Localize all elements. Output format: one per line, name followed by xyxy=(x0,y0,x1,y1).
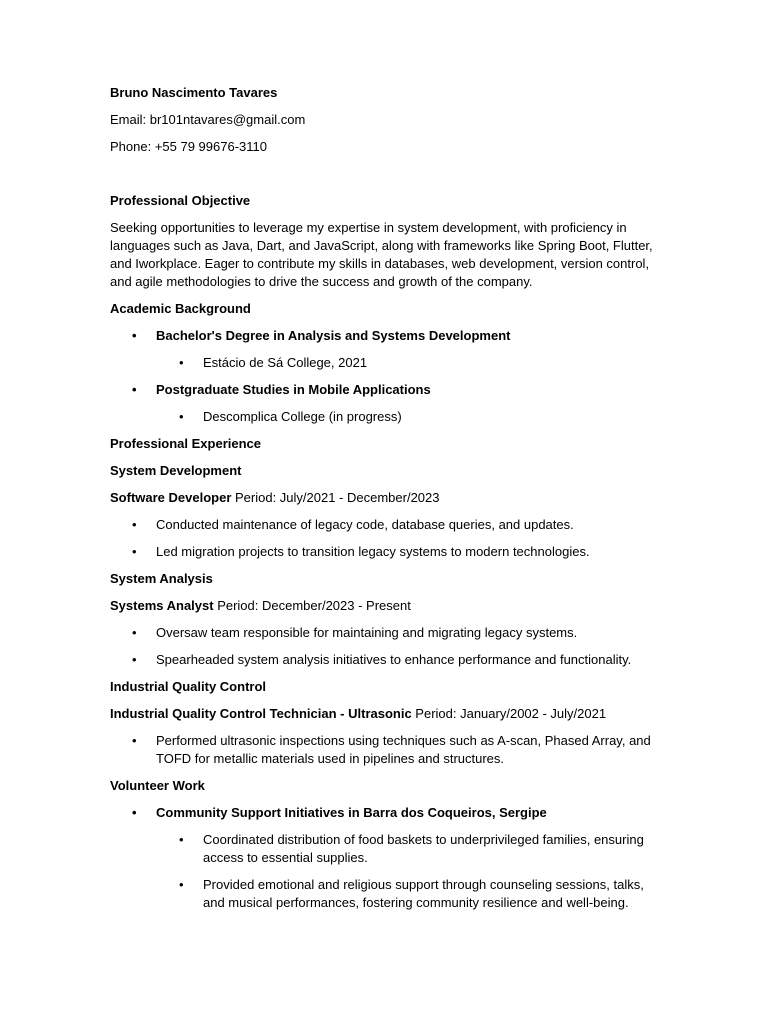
experience-heading: Professional Experience xyxy=(110,436,262,451)
degree-item xyxy=(110,381,658,399)
degree-title: Postgraduate Studies in Mobile Applications xyxy=(156,382,431,397)
bullet-icon: • xyxy=(132,328,137,343)
bullet-icon: • xyxy=(132,382,137,397)
degree-detail-item xyxy=(110,408,658,426)
bullet-icon: • xyxy=(132,805,137,820)
degree-detail-item xyxy=(110,354,658,372)
role-title: Systems Analyst xyxy=(110,598,214,613)
academic-heading: Academic Background xyxy=(110,301,251,316)
volunteer-title: Community Support Initiatives in Barra dos Coqueiros, Sergipe xyxy=(156,805,547,820)
duty-text: Performed ultrasonic inspections using techniques such as A-scan, Phased Array, and TOFD for metallic materials used in pipelines and structures. xyxy=(156,733,651,766)
email-line: Email: br101ntavares@gmail.com xyxy=(110,112,306,127)
duty-item xyxy=(110,543,658,561)
volunteer-heading: Volunteer Work xyxy=(110,778,205,793)
role-line xyxy=(110,597,658,615)
duties-list xyxy=(110,516,658,561)
role-period: Period: January/2002 - July/2021 xyxy=(411,706,607,721)
degree-detail: Estácio de Sá College, 2021 xyxy=(203,355,368,370)
degree-title: Bachelor's Degree in Analysis and Systems Development xyxy=(156,328,511,343)
objective-heading: Professional Objective xyxy=(110,193,251,208)
role-period: Period: December/2023 - Present xyxy=(213,598,411,613)
volunteer-detail-item xyxy=(110,876,658,912)
bullet-icon: • xyxy=(132,733,137,748)
objective-text: Seeking opportunities to leverage my expertise in system development, with proficiency in languages such as Java, Dart, and JavaScript, along with frameworks like Spring Boot, Flutter, and Iworkplace. Eager to contribute my skills in databases, web development, version control, and agile methodologies to drive the success and growth of the company. xyxy=(110,220,653,289)
candidate-name: Bruno Nascimento Tavares xyxy=(110,85,278,100)
academic-list xyxy=(110,327,658,426)
duties-list xyxy=(110,732,658,768)
bullet-icon: • xyxy=(179,409,184,424)
duty-item xyxy=(110,516,658,534)
bullet-icon: • xyxy=(132,544,137,559)
volunteer-detail: Coordinated distribution of food baskets to underprivileged families, ensuring access to essential supplies. xyxy=(203,832,644,865)
degree-item xyxy=(110,327,658,345)
duty-item xyxy=(110,732,658,768)
bullet-icon: • xyxy=(132,625,137,640)
role-period: Period: July/2021 - December/2023 xyxy=(231,490,440,505)
role-title: Software Developer xyxy=(110,490,232,505)
role-title: Industrial Quality Control Technician - Ultrasonic xyxy=(110,706,412,721)
bullet-icon: • xyxy=(179,877,184,892)
duty-item xyxy=(110,651,658,669)
duty-text: Spearheaded system analysis initiatives to enhance performance and functionality. xyxy=(156,652,632,667)
bullet-icon: • xyxy=(132,517,137,532)
section-heading: Industrial Quality Control xyxy=(110,679,267,694)
bullet-icon: • xyxy=(179,832,184,847)
duty-text: Conducted maintenance of legacy code, database queries, and updates. xyxy=(156,517,574,532)
role-line xyxy=(110,489,658,507)
bullet-icon: • xyxy=(132,652,137,667)
phone-line: Phone: +55 79 99676-3110 xyxy=(110,139,267,154)
degree-detail: Descomplica College (in progress) xyxy=(203,409,402,424)
volunteer-item xyxy=(110,804,658,822)
section-heading: System Development xyxy=(110,463,242,478)
volunteer-list xyxy=(110,804,658,912)
role-line xyxy=(110,705,658,723)
duty-text: Oversaw team responsible for maintaining and migrating legacy systems. xyxy=(156,625,578,640)
bullet-icon: • xyxy=(179,355,184,370)
volunteer-detail-item xyxy=(110,831,658,867)
duties-list xyxy=(110,624,658,669)
section-heading: System Analysis xyxy=(110,571,213,586)
volunteer-detail: Provided emotional and religious support through counseling sessions, talks, and musical performances, fostering community resilience and well-being. xyxy=(203,877,644,910)
duty-text: Led migration projects to transition legacy systems to modern technologies. xyxy=(156,544,590,559)
duty-item xyxy=(110,624,658,642)
